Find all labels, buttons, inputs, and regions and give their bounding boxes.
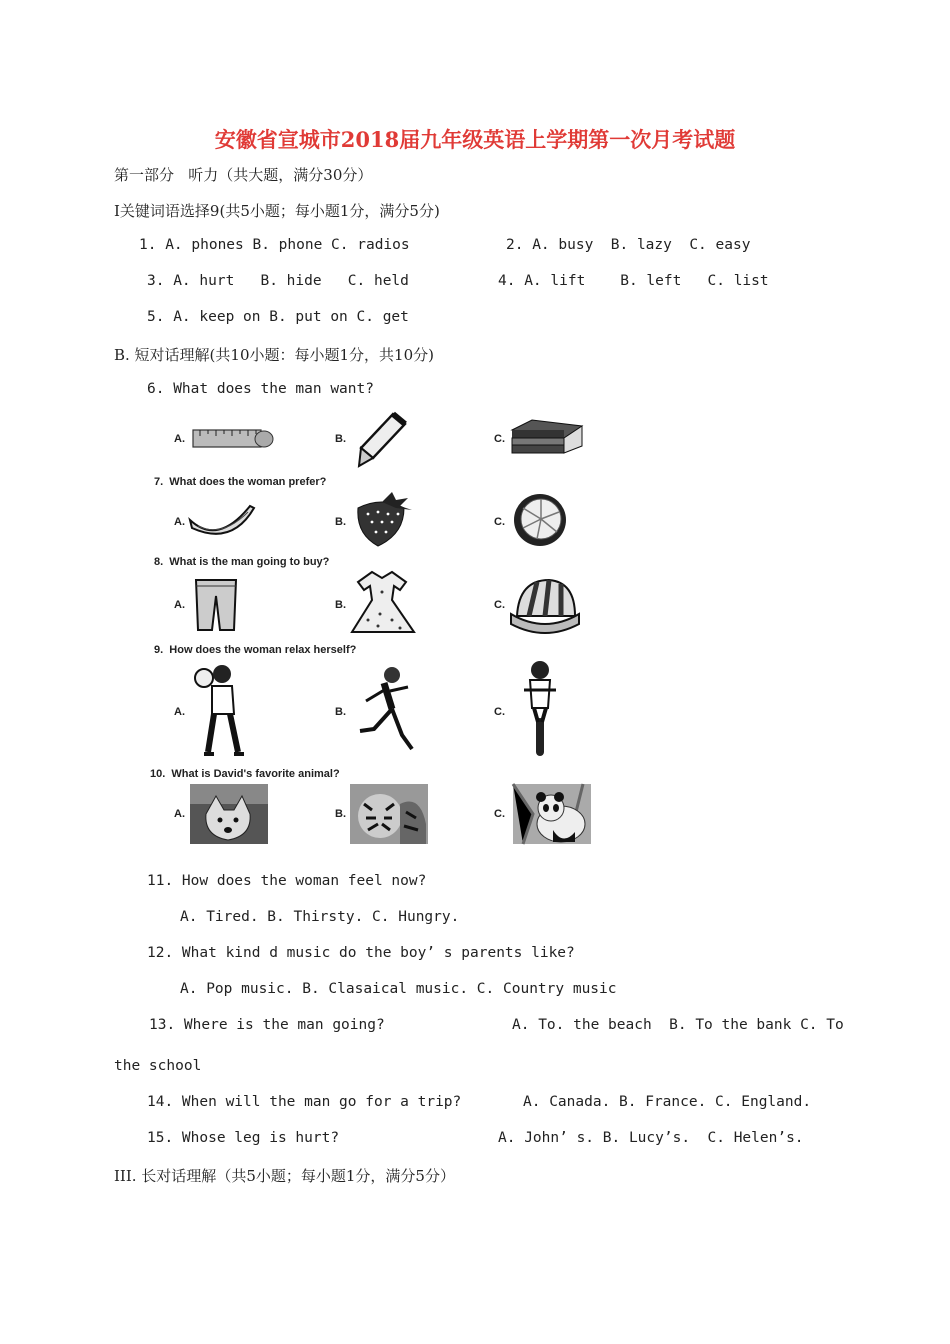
question-12-options: A. Pop music. B. Clasaical music. C. Country music	[180, 981, 617, 997]
q8-option-c-label: C.	[494, 599, 505, 611]
question-10: 10. What is David's favorite animal?	[150, 768, 340, 780]
q7-option-c-label: C.	[494, 516, 505, 528]
question-5: 5. A. keep on B. put on C. get	[147, 309, 409, 325]
question-9: 9. How does the woman relax herself?	[154, 644, 357, 656]
cyclist-icon	[518, 660, 562, 762]
q6-option-c-label: C.	[494, 433, 505, 445]
section-b-heading: B. 短对话理解(共10小题：每小题1分，共10分)	[114, 346, 434, 364]
question-13-options: A. To. the beach B. To the bank C. To	[512, 1017, 844, 1033]
question-11-options: A. Tired. B. Thirsty. C. Hungry.	[180, 909, 460, 925]
section-i-heading: I关键词语选择9(共5小题；每小题1分，满分5分)	[114, 202, 440, 220]
dress-icon	[348, 570, 418, 638]
strawberry-icon	[352, 490, 416, 548]
page-title: 安徽省宣城市2018届九年级英语上学期第一次月考试题	[214, 127, 736, 152]
q7-option-a-label: A.	[174, 516, 185, 528]
question-15-options: A. John’ s. B. Lucy’s. C. Helen’s.	[498, 1130, 804, 1146]
q10-option-a-label: A.	[174, 808, 185, 820]
banana-icon	[188, 500, 256, 540]
q6-option-a-label: A.	[174, 433, 185, 445]
q9-option-c-label: C.	[494, 706, 505, 718]
question-12: 12. What kind d music do the boy’ s parents like?	[147, 945, 575, 961]
q9-option-b-label: B.	[335, 706, 346, 718]
dog-photo	[190, 784, 268, 844]
question-7: 7. What does the woman prefer?	[154, 476, 327, 488]
question-11: 11. How does the woman feel now?	[147, 873, 427, 889]
volleyball-player-icon	[190, 662, 246, 762]
jeans-icon	[192, 578, 240, 632]
question-6: 6. What does the man want?	[147, 381, 374, 397]
q8-option-b-label: B.	[335, 599, 346, 611]
hat-icon	[509, 576, 581, 634]
pencil-icon	[355, 410, 410, 470]
panda-photo	[513, 784, 591, 844]
runner-icon	[352, 665, 416, 757]
orange-icon	[511, 492, 569, 548]
section-iii-heading: III. 长对话理解（共5小题；每小题1分，满分5分）	[114, 1167, 455, 1185]
question-14-options: A. Canada. B. France. C. England.	[523, 1094, 812, 1110]
part-one-heading: 第一部分 听力（共大题，满分30分）	[114, 166, 373, 184]
q10-option-c-label: C.	[494, 808, 505, 820]
question-1: 1. A. phones B. phone C. radios	[139, 237, 410, 253]
question-15: 15. Whose leg is hurt?	[147, 1130, 340, 1146]
question-8: 8. What is the man going to buy?	[154, 556, 330, 568]
q6-option-b-label: B.	[335, 433, 346, 445]
q7-option-b-label: B.	[335, 516, 346, 528]
books-icon	[508, 418, 584, 458]
ruler-icon	[192, 428, 276, 450]
question-4: 4. A. lift B. left C. list	[498, 273, 769, 289]
q9-option-a-label: A.	[174, 706, 185, 718]
q10-option-b-label: B.	[335, 808, 346, 820]
question-13-options-continued: the school	[114, 1058, 202, 1074]
question-3: 3. A. hurt B. hide C. held	[147, 273, 409, 289]
question-14: 14. When will the man go for a trip?	[147, 1094, 462, 1110]
question-2: 2. A. busy B. lazy C. easy	[506, 237, 751, 253]
question-13: 13. Where is the man going?	[149, 1017, 385, 1033]
q8-option-a-label: A.	[174, 599, 185, 611]
tiger-photo	[350, 784, 428, 844]
